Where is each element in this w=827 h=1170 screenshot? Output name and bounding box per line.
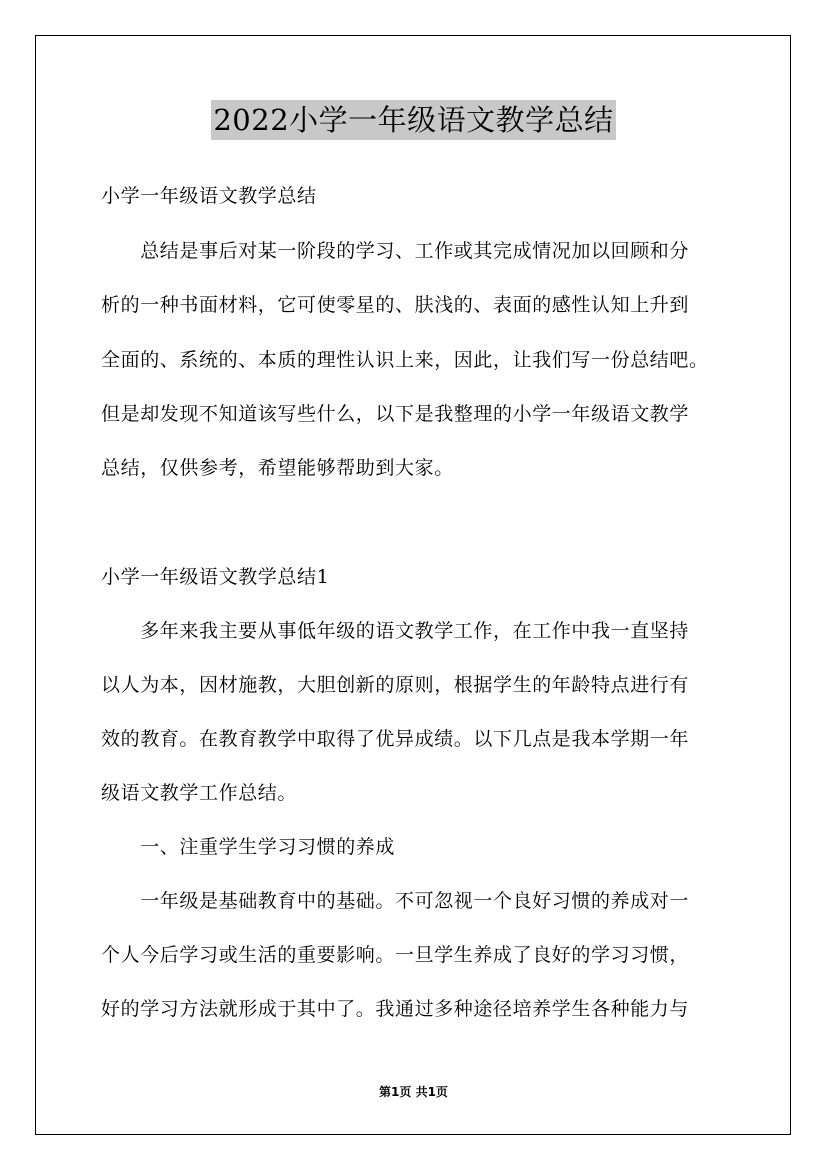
text-line: 总结，仅供参考，希望能够帮助到大家。	[101, 457, 454, 479]
page-footer: 第1页 共1页	[379, 1085, 448, 1099]
text-line: 总结是事后对某一阶段的学习、工作或其完成情况加以回顾和分	[101, 240, 690, 262]
text-line: 多年来我主要从事低年级的语文教学工作，在工作中我一直坚持	[101, 620, 690, 642]
text-line: 以人为本，因材施教，大胆创新的原则，根据学生的年龄特点进行有	[101, 674, 690, 696]
document-title: 2022小学一年级语文教学总结	[211, 100, 615, 140]
text-line: 析的一种书面材料，它可使零星的、肤浅的、表面的感性认知上升到	[101, 294, 690, 316]
text-line: 全面的、系统的、本质的理性认识上来，因此，让我们写一份总结吧。	[101, 349, 709, 371]
text-line: 个人今后学习或生活的重要影响。一旦学生养成了良好的学习习惯，	[101, 944, 690, 966]
text-line: 效的教育。在教育教学中取得了优异成绩。以下几点是我本学期一年	[101, 728, 690, 750]
text-line: 一年级是基础教育中的基础。不可忽视一个良好习惯的养成对一	[101, 890, 690, 912]
subsection-heading: 一、注重学生学习习惯的养成	[101, 836, 396, 858]
section-heading: 小学一年级语文教学总结1	[101, 566, 330, 588]
text-line: 但是却发现不知道该写些什么，以下是我整理的小学一年级语文教学	[101, 403, 690, 425]
text-line: 小学一年级语文教学总结	[101, 185, 317, 207]
text-line: 级语文教学工作总结。	[101, 782, 298, 804]
text-line: 好的学习方法就形成于其中了。我通过多种途径培养学生各种能力与	[101, 998, 690, 1020]
title-container	[0, 100, 827, 140]
